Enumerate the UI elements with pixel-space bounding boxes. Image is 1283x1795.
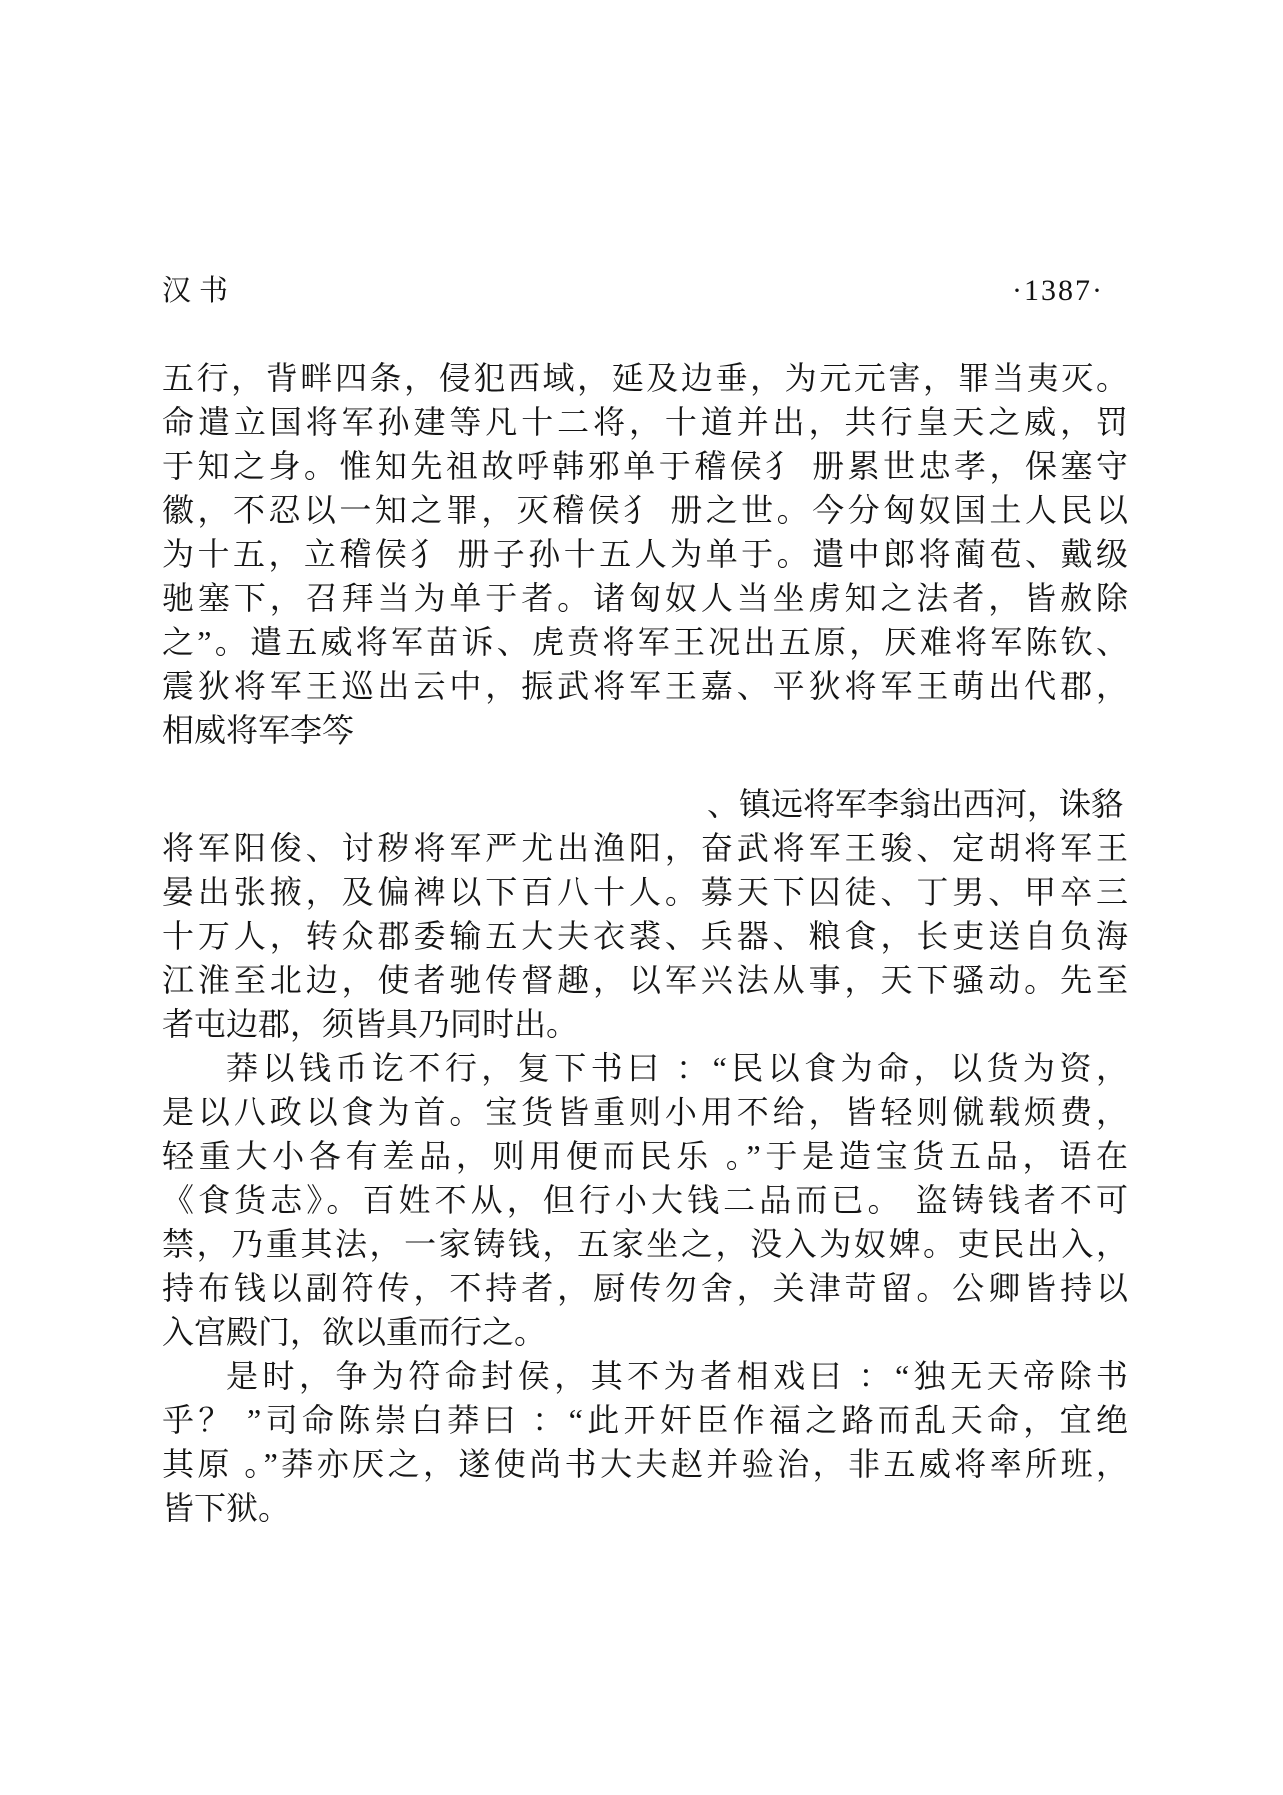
text-line: 为十五，立稽侯犭 册子孙十五人为单于。遣中郎将蔺苞、戴级: [162, 536, 1128, 572]
text-line: 晏出张掖，及偏裨以下百八十人。募天下囚徒、丁男、甲卒三: [162, 874, 1128, 910]
text-line: 命遣立国将军孙建等凡十二将，十道并出，共行皇天之威，罚: [162, 404, 1128, 440]
text-line: 驰塞下，召拜当为单于者。诸匈奴人当坐虏知之法者，皆赦除: [162, 580, 1128, 616]
text-line: 禁，乃重其法，一家铸钱，五家坐之，没入为奴婢。吏民出入，: [162, 1226, 1128, 1262]
page-header: [162, 268, 1128, 309]
text-line: 相威将军李笒: [162, 712, 355, 748]
text-line: 是时，争为符命封侯，其不为者相戏曰 ：“独无天帝除书: [226, 1358, 1128, 1394]
text-line: 是以八政以食为首。宝货皆重则小用不给，皆轻则僦载烦费，: [162, 1094, 1128, 1130]
text-line: 将军阳俊、讨秽将军严尤出渔阳，奋武将军王骏、定胡将军王: [162, 830, 1128, 866]
text-line: 持布钱以副符传，不持者，厨传勿舍，关津苛留。公卿皆持以: [162, 1270, 1128, 1306]
text-line: 震狄将军王巡出云中，振武将军王嘉、平狄将军王萌出代郡，: [162, 668, 1128, 704]
page-body: [162, 356, 1128, 1530]
text-line: 其原 。”莽亦厌之，遂使尚书大夫赵并验治，非五威将率所班，: [162, 1446, 1128, 1482]
text-line: 入宫殿门，欲以重而行之。: [162, 1314, 547, 1350]
text-line: 五行，背畔四条，侵犯西域，延及边垂，为元元害，罪当夷灭。: [162, 360, 1128, 396]
book-title: 汉书: [162, 275, 237, 307]
text-line: 《食货志》。百姓不从，但行小大钱二品而已。 盗铸钱者不可: [162, 1182, 1128, 1218]
text-line: 乎？ ”司命陈崇白莽曰 ：“此开奸臣作福之路而乱天命，宜绝: [162, 1402, 1128, 1438]
page-number: ·1387·: [1012, 274, 1104, 307]
text-line: 江淮至北边，使者驰传督趣，以军兴法从事，天下骚动。先至: [162, 962, 1128, 998]
text-line: 皆下狱。: [162, 1490, 291, 1526]
text-line: 、镇远将军李翁出西河，诛貉: [707, 786, 1124, 822]
text-line: 徽，不忍以一知之罪，灭稽侯犭 册之世。今分匈奴国土人民以: [162, 492, 1128, 528]
text-line: 之”。遣五威将军苗诉、虎贲将军王况出五原，厌难将军陈钦、: [162, 624, 1128, 660]
text-line: 轻重大小各有差品，则用便而民乐 。”于是造宝货五品，语在: [162, 1138, 1128, 1174]
text-line: 者屯边郡，须皆具乃同时出。: [162, 1006, 579, 1042]
text-line: 于知之身。惟知先祖故呼韩邪单于稽侯犭 册累世忠孝，保塞守: [162, 448, 1128, 484]
text-line: 十万人，转众郡委输五大夫衣裘、兵器、粮食，长吏送自负海: [162, 918, 1128, 954]
text-line: 莽以钱币讫不行，复下书曰 ：“民以食为命，以货为资，: [226, 1050, 1128, 1086]
